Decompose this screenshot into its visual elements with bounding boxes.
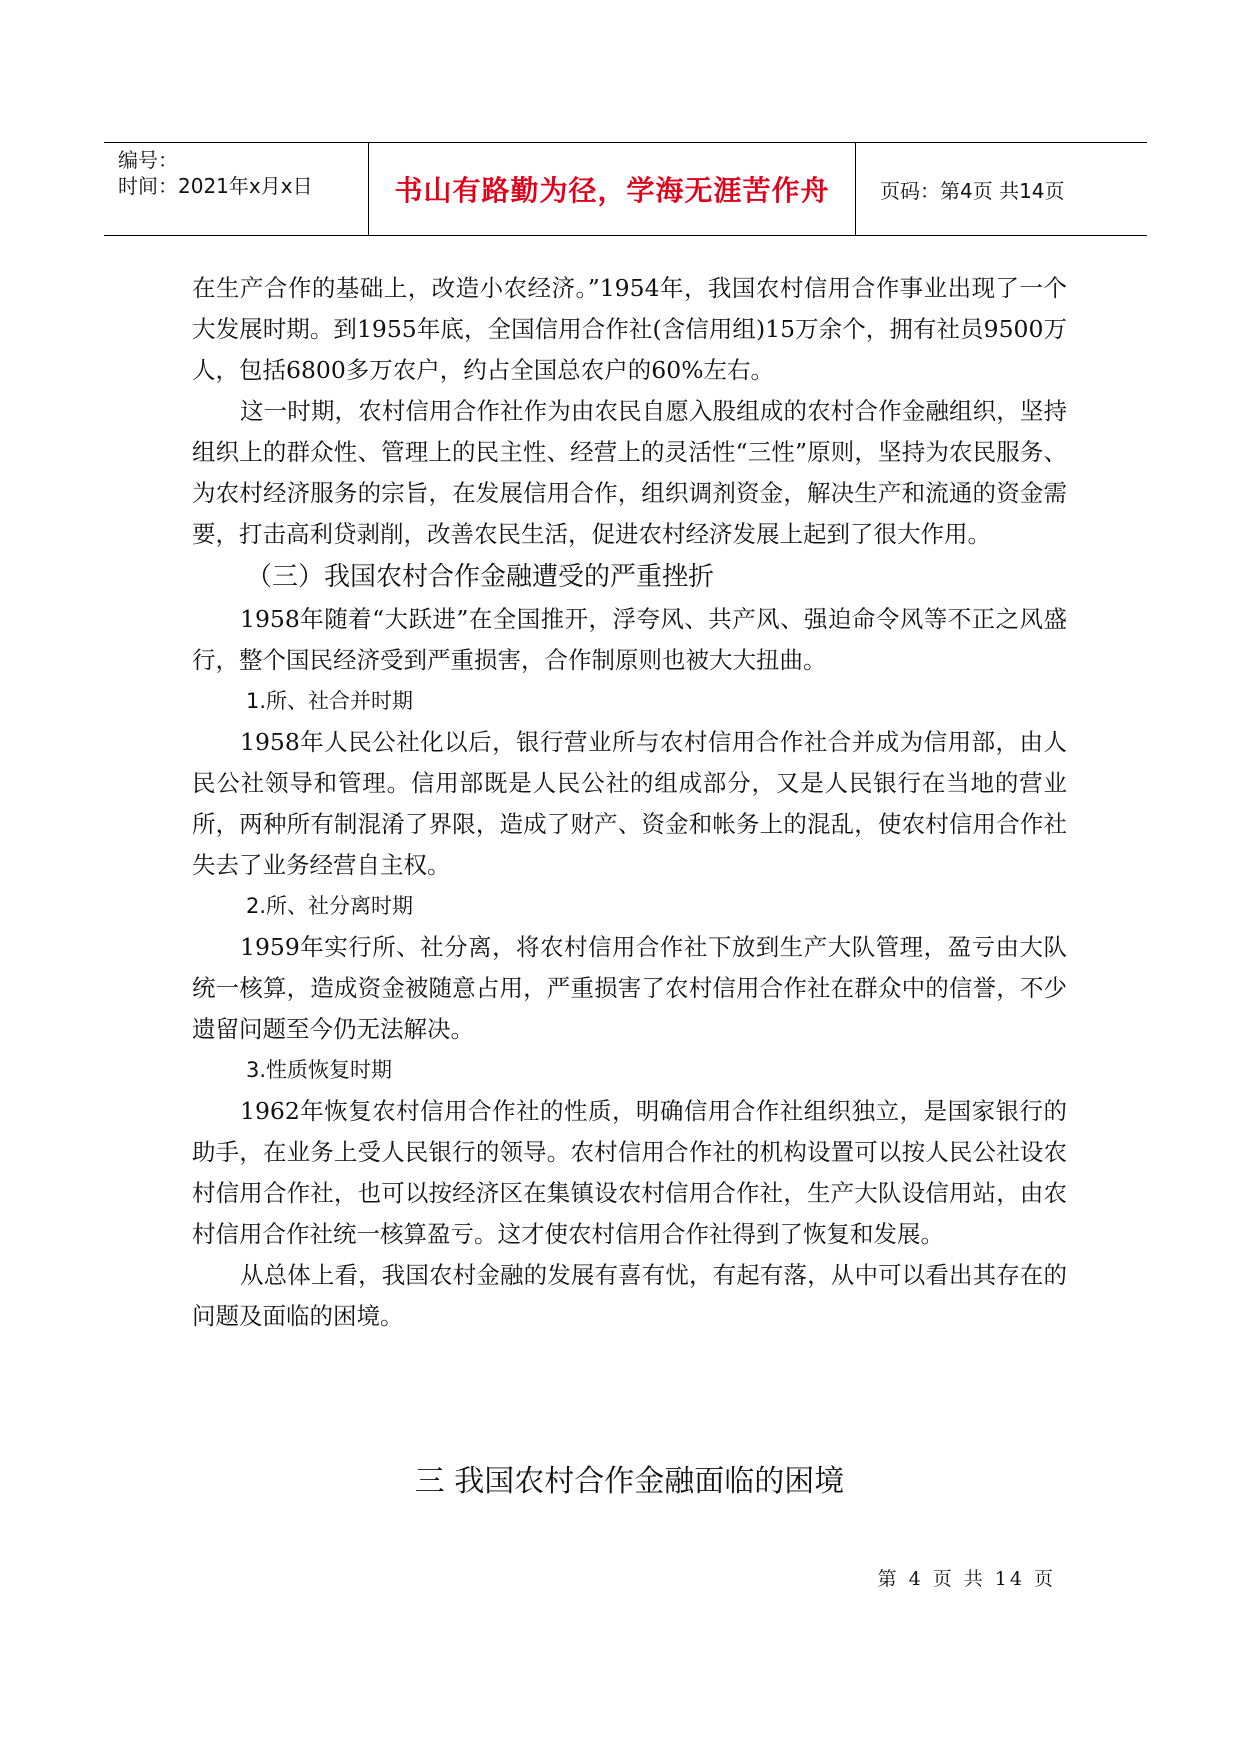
section-title: 三 我国农村合作金融面临的困境 — [414, 1464, 845, 1499]
paragraph-6: 1962年恢复农村信用合作社的性质，明确信用合作社组织独立，是国家银行的助手，在业务上受人民银行的领导。农村信用合作社的机构设置可以按人民公社设农村信用合作社，也可以按经济区在集镇设农村信用合作社，生产大队设信用站，由农村信用合作社统一核算盈亏。这才使农村信用合作社得到了恢复和发展。 — [192, 1097, 1067, 1248]
sub-heading-1: 1.所、社合并时期 — [246, 689, 414, 713]
header-page-info: 页码：第4页 共14页 — [880, 178, 1065, 203]
header-date-label: 时间：2021年x月x日 — [118, 174, 313, 198]
header-meta — [118, 143, 358, 235]
sub-heading-3: 3.性质恢复时期 — [246, 1058, 393, 1082]
paragraph-2: 这一时期，农村信用合作社作为由农民自愿入股组成的农村合作金融组织，坚持组织上的群众性、管理上的民主性、经营上的灵活性“三性”原则，坚持为农民服务、为农村经济服务的宗旨，在发展信用合作，组织调剂资金，解决生产和流通的资金需要，打击高利贷剥削，改善农民生活，促进农村经济发展上起到了很大作用。 — [192, 397, 1067, 548]
paragraph-4: 1958年人民公社化以后，银行营业所与农村信用合作社合并成为信用部，由人民公社领导和管理。信用部既是人民公社的组成部分，又是人民银行在当地的营业所，两种所有制混淆了界限，造成了财产、资金和帐务上的混乱，使农村信用合作社失去了业务经营自主权。 — [192, 728, 1067, 879]
header-motto: 书山有路勤为径，学海无涯苦作舟 — [394, 174, 830, 207]
paragraph-7: 从总体上看，我国农村金融的发展有喜有忧，有起有落，从中可以看出其存在的问题及面临的困境。 — [192, 1261, 1067, 1330]
paragraph-1: 在生产合作的基础上，改造小农经济。”1954年，我国农村信用合作事业出现了一个大发展时期。到1955年底，全国信用合作社(含信用组)15万余个，拥有社员9500万人，包括6800多万农户，约占全国总农户的60%左右。 — [192, 274, 1067, 384]
subsection-heading: （三）我国农村合作金融遭受的严重挫折 — [246, 562, 715, 592]
paragraph-3: 1958年随着“大跃进”在全国推开，浮夸风、共产风、强迫命令风等不正之风盛行，整个国民经济受到严重损害，合作制原则也被大大扭曲。 — [192, 605, 1067, 674]
sub-heading-2: 2.所、社分离时期 — [246, 894, 414, 918]
header-number-label: 编号： — [118, 148, 178, 172]
header-motto-cell — [368, 143, 856, 235]
paragraph-5: 1959年实行所、社分离，将农村信用合作社下放到生产大队管理，盈亏由大队统一核算，造成资金被随意占用，严重损害了农村信用合作社在群众中的信誉，不少遗留问题至今仍无法解决。 — [192, 933, 1067, 1043]
document-body — [192, 268, 1067, 1337]
page-header — [104, 142, 1147, 236]
page-footer: 第 4 页 共 14 页 — [877, 1568, 1056, 1590]
